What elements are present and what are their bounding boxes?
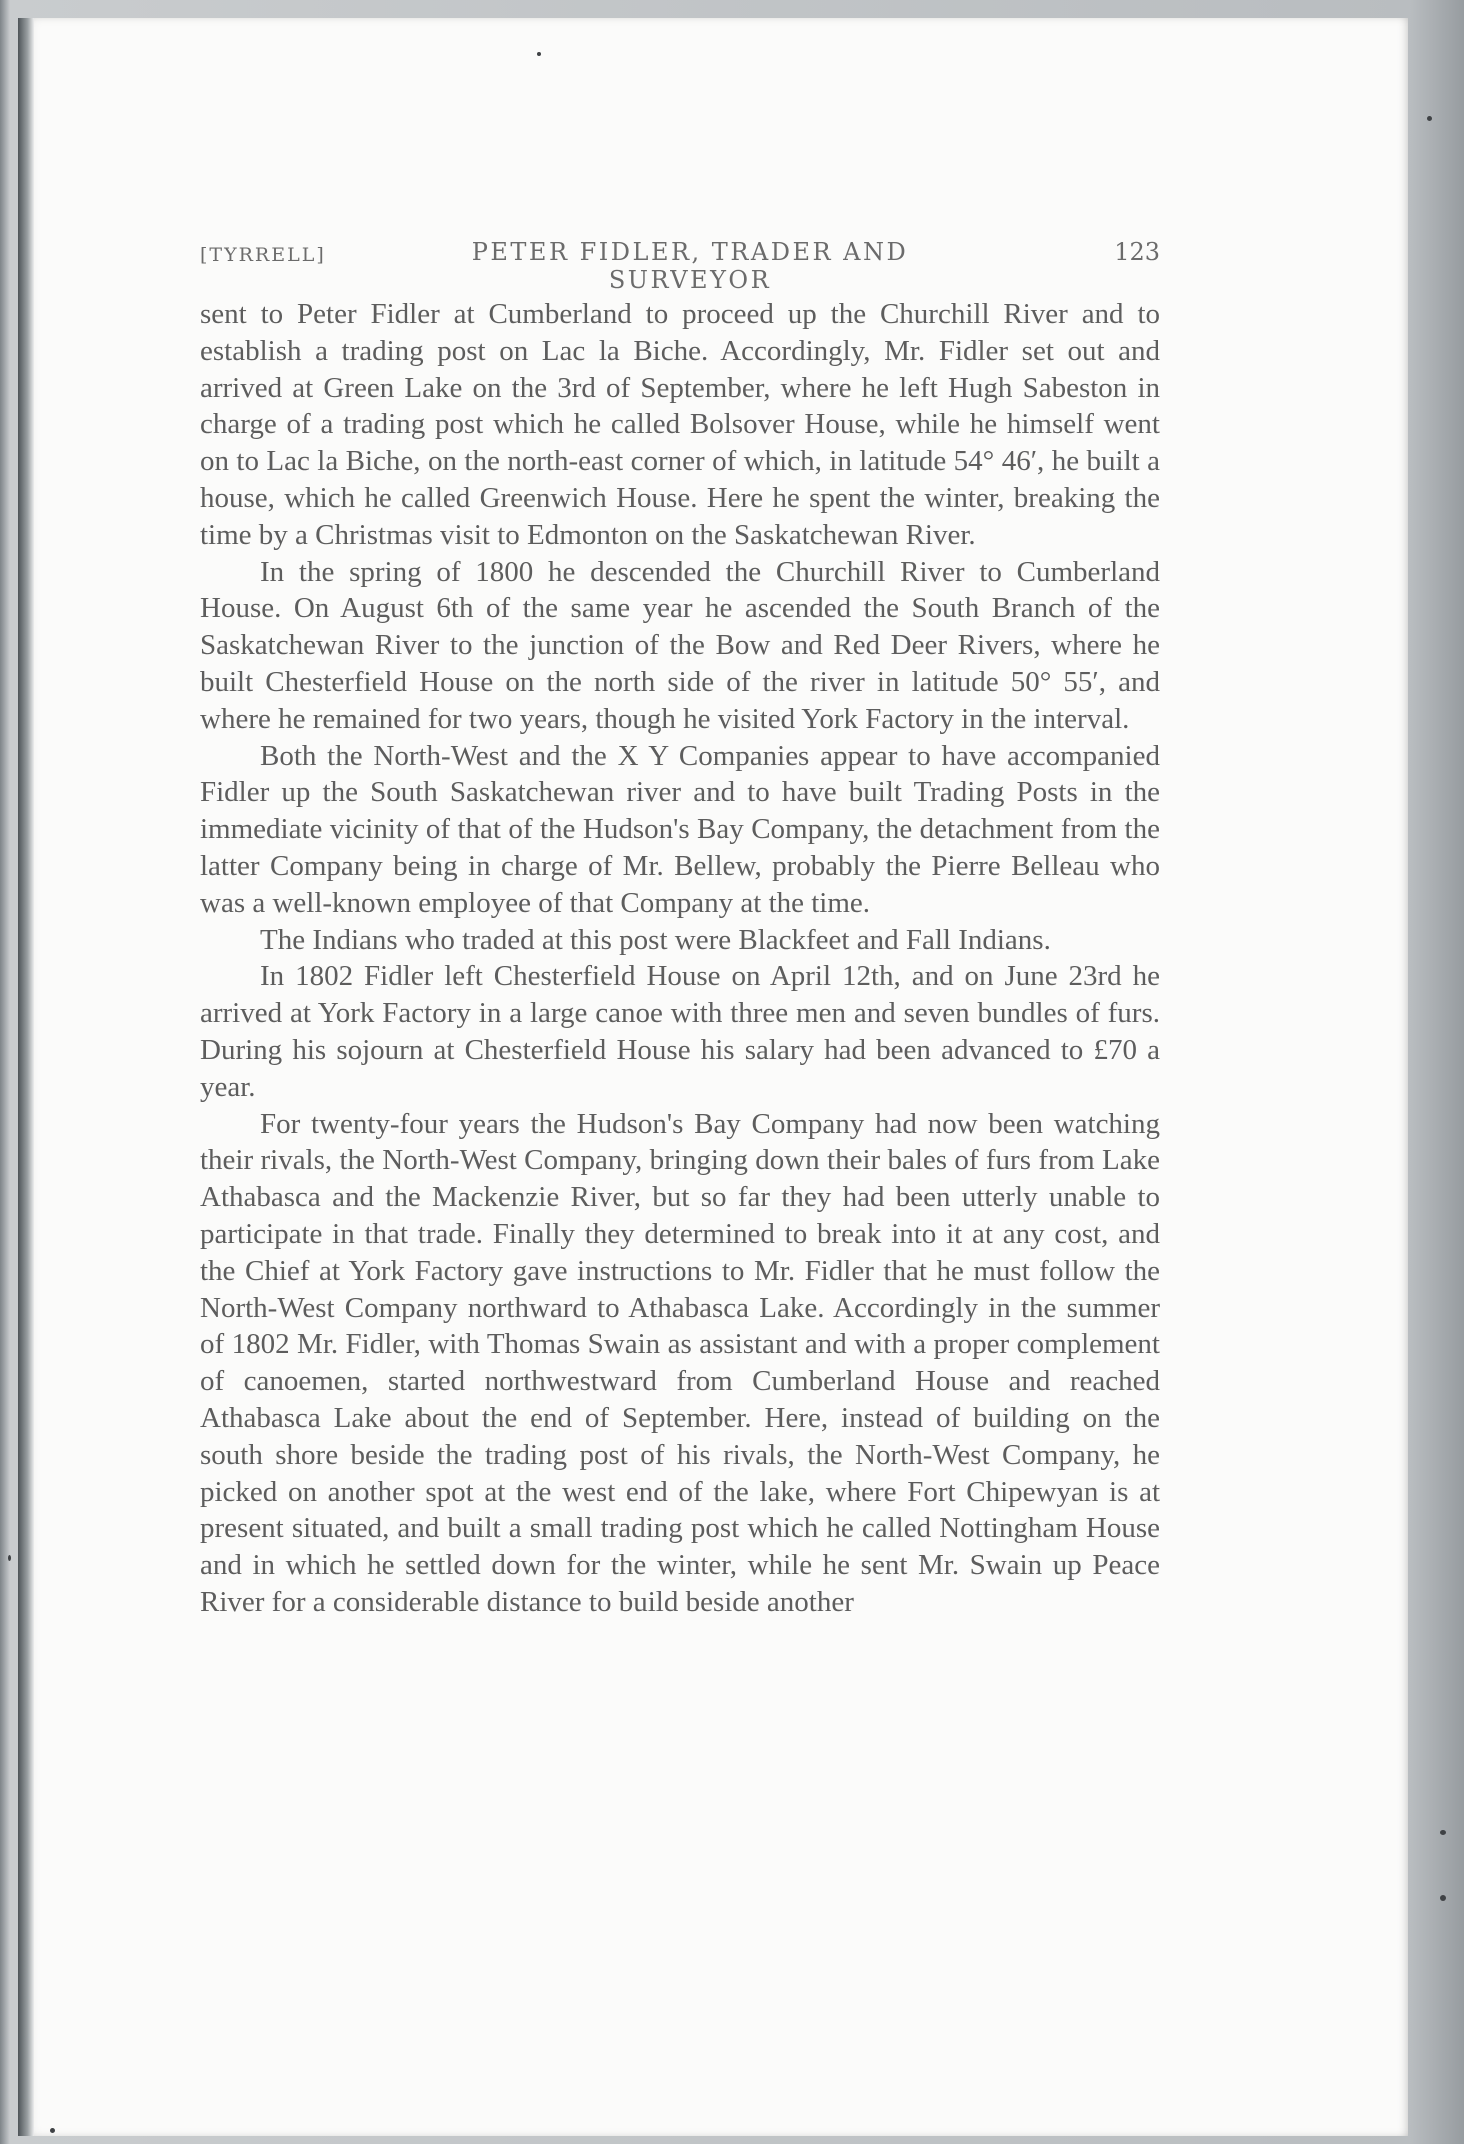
- scan-speck: [8, 1555, 11, 1561]
- paragraph: Both the North-West and the X Y Companies appear to have accompanied Fidler up the South Saskatchewan river and to have built Trading Posts in the immediate vicinity of that of the Hudson's Bay Company, the detachment from the latter Company being in charge of Mr. Bellew, probably the Pierre Belleau who was a well-known employee of that Company at the time.: [200, 739, 1160, 919]
- book-page: [18, 18, 1408, 2136]
- paragraph: In the spring of 1800 he descended the Churchill River to Cumberland House. On August 6th of the same year he ascended the South Branch of the Saskatchewan River to the junction of the Bow and Red Deer Rivers, where he built Chesterfield House on the north side of the river in latitude 50° 55′, and where he remained for two years, though he visited York Factory in the interval.: [200, 555, 1160, 735]
- header-title: PETER FIDLER, TRADER AND SURVEYOR: [471, 238, 909, 294]
- page-binding-edge: [18, 18, 34, 2136]
- page-body: [200, 296, 1160, 1621]
- running-header: [200, 236, 1160, 294]
- scan-speck: [1440, 1895, 1446, 1901]
- header-author: [TYRRELL]: [200, 244, 326, 266]
- paragraph: For twenty-four years the Hudson's Bay Company had now been watching their rivals, the North-West Company, bringing down their bales of furs from Lake Athabasca and the Mackenzie River, but so far they had been utterly unable to participate in that trade. Finally they determined to break into it at any cost, and the Chief at York Factory gave instructions to Mr. Fidler that he must follow the North-West Company northward to Athabasca Lake. Accordingly in the summer of 1802 Mr. Fidler, with Thomas Swain as assistant and with a proper complement of canoemen, started northwestward from Cumberland House and reached Athabasca Lake about the end of September. Here, instead of building on the south shore beside the trading post of his rivals, the North-West Company, he picked on another spot at the west end of the lake, where Fort Chipewyan is at present situated, and built a small trading post which he called Nottingham House and in which he settled down for the winter, while he sent Mr. Swain up Peace River for a considerable distance to build beside another: [200, 1107, 1160, 1618]
- scan-speck: [50, 2128, 55, 2133]
- scan-speck: [537, 52, 541, 56]
- scan-speck: [1427, 116, 1432, 121]
- paragraph: The Indians who traded at this post were Blackfeet and Fall Indians.: [260, 923, 1051, 956]
- scan-speck: [1440, 1830, 1446, 1835]
- paragraph: sent to Peter Fidler at Cumberland to proceed up the Churchill River and to establish a trading post on Lac la Biche. Accordingly, Mr. Fidler set out and arrived at Green Lake on the 3rd of September, where he left Hugh Sabeston in charge of a trading post which he called Bolsover House, while he himself went on to Lac la Biche, on the north-east corner of which, in latitude 54° 46′, he built a house, which he called Greenwich House. Here he spent the winter, breaking the time by a Christmas visit to Edmonton on the Saskatchewan River.: [200, 298, 1160, 551]
- paragraph: In 1802 Fidler left Chesterfield House on April 12th, and on June 23rd he arrived at York Factory in a large canoe with three men and seven bundles of furs. During his sojourn at Chesterfield House his salary had been advanced to £70 a year.: [200, 960, 1160, 1103]
- page-number: 123: [1114, 238, 1160, 266]
